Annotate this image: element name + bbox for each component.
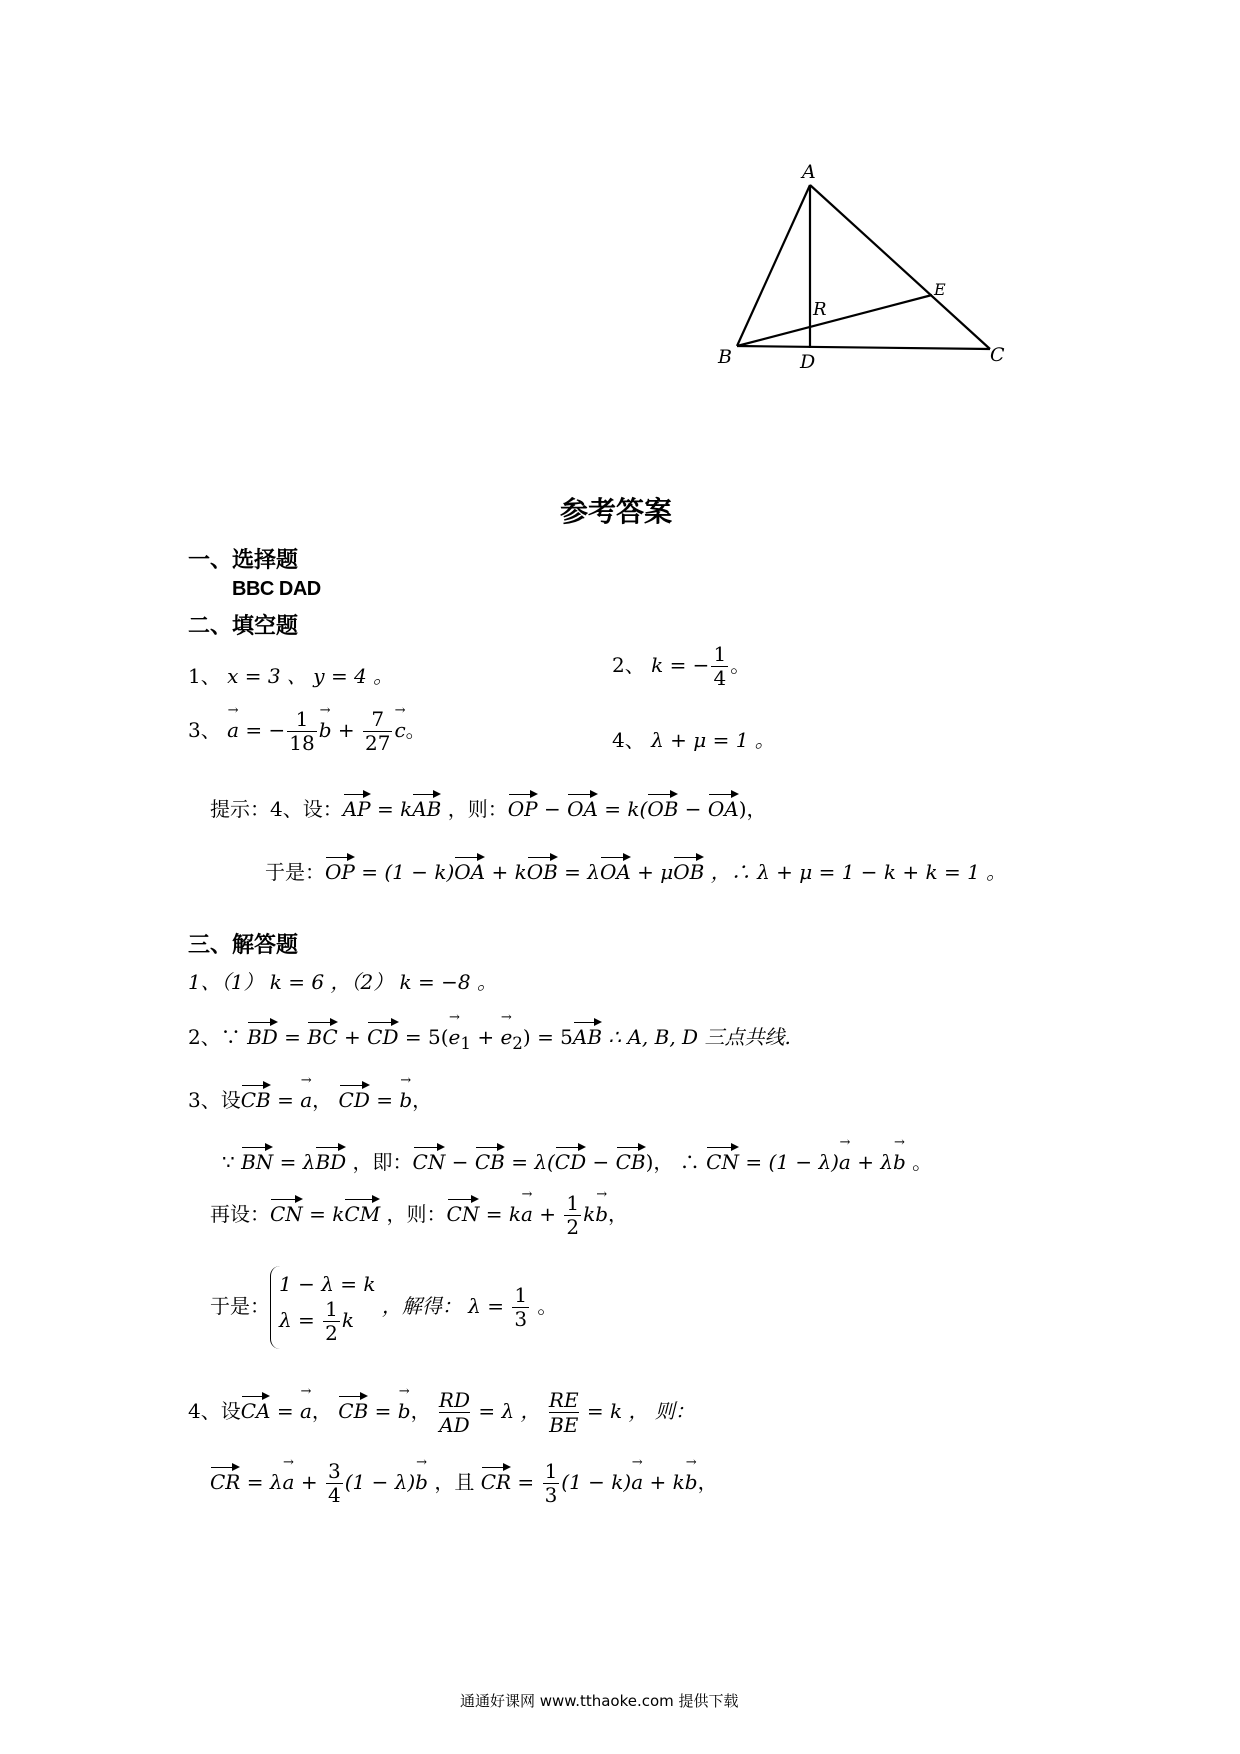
- hint-line2: 于是：OP = (1 − k)OA + kOB = λOA + μOB ，∴ λ + μ = 1 − k + k = 1 。: [265, 860, 1007, 884]
- fill-q1: 1、 x = 3 、 y = 4 。: [188, 664, 394, 688]
- triangle-figure: [0, 0, 1240, 420]
- edge-AC: [810, 185, 990, 349]
- equation-system: 1 − λ = k λ = $\frac{1}{2}$ k: [270, 1266, 375, 1349]
- edge-AB: [737, 185, 810, 346]
- solve-q1: 1、（1） k = 6 ，（2） k = −8 。: [188, 970, 497, 994]
- label-R: R: [813, 299, 827, 320]
- label-B: B: [718, 346, 732, 368]
- edge-BC: [737, 346, 990, 349]
- solve-q4-line1: 4、设CA = a →， CB = b →， $\frac{RD}{AD}$ = λ ， $\frac{RE}{BE}$ = k ， 则：: [188, 1388, 695, 1437]
- solve-q3-line4: 于是： 1 − λ = k λ = $\frac{1}{2}$ k ，解得： λ = $\frac{1}{3}$ 。: [210, 1266, 557, 1349]
- choice-answers: BBC DAD: [232, 578, 321, 600]
- section1-heading: 一、选择题: [188, 548, 299, 573]
- fill-q3: 3、 a → = − $\frac{1}{18}$ b → + $\frac{7}{27}$ c →。: [188, 708, 426, 755]
- label-E: E: [934, 280, 946, 299]
- fill-q2: 2、 k = − $\frac{1}{4}$ 。: [612, 642, 751, 690]
- page-title: 参考答案: [560, 495, 673, 528]
- solve-q3-line2: ∵ BN = λBD ，即：CN − CB = λ(CD − CB)， ∴ CN = (1 − λ)a → + λb → 。: [222, 1146, 932, 1175]
- hint-line1: 提示：4、设：AP = kAB ，则：OP − OA = k(OB − OA)，: [210, 797, 767, 821]
- solve-q2: 2、∵ BD = BC + CD = $5(e \to_1 + e \to_2) = 5AB$ ∴ A, B, D 三点共线.: [188, 1021, 791, 1053]
- label-D: D: [800, 351, 816, 373]
- segment-BE: [737, 295, 932, 346]
- label-C: C: [990, 344, 1005, 366]
- label-A: A: [802, 161, 816, 183]
- section2-heading: 二、填空题: [188, 614, 299, 639]
- section3-heading: 三、解答题: [188, 933, 299, 958]
- solve-q4-line2: CR = λa → + $\frac{3}{4}$ (1 − λ)b → ，且 CR = $\frac{1}{3}$ (1 − k)a → + kb →，: [210, 1460, 718, 1507]
- solve-q3-line3: 再设：CN = kCM ，则：CN = ka → + $\frac{1}{2}$ kb →，: [210, 1192, 628, 1239]
- page-footer: 通通好课网 www.tthaoke.com 提供下载: [460, 1692, 739, 1710]
- solve-q3-line1: 3、设CB = a →， CD = b →，: [188, 1084, 432, 1113]
- fill-q4: 4、 λ + μ = 1 。: [612, 728, 775, 752]
